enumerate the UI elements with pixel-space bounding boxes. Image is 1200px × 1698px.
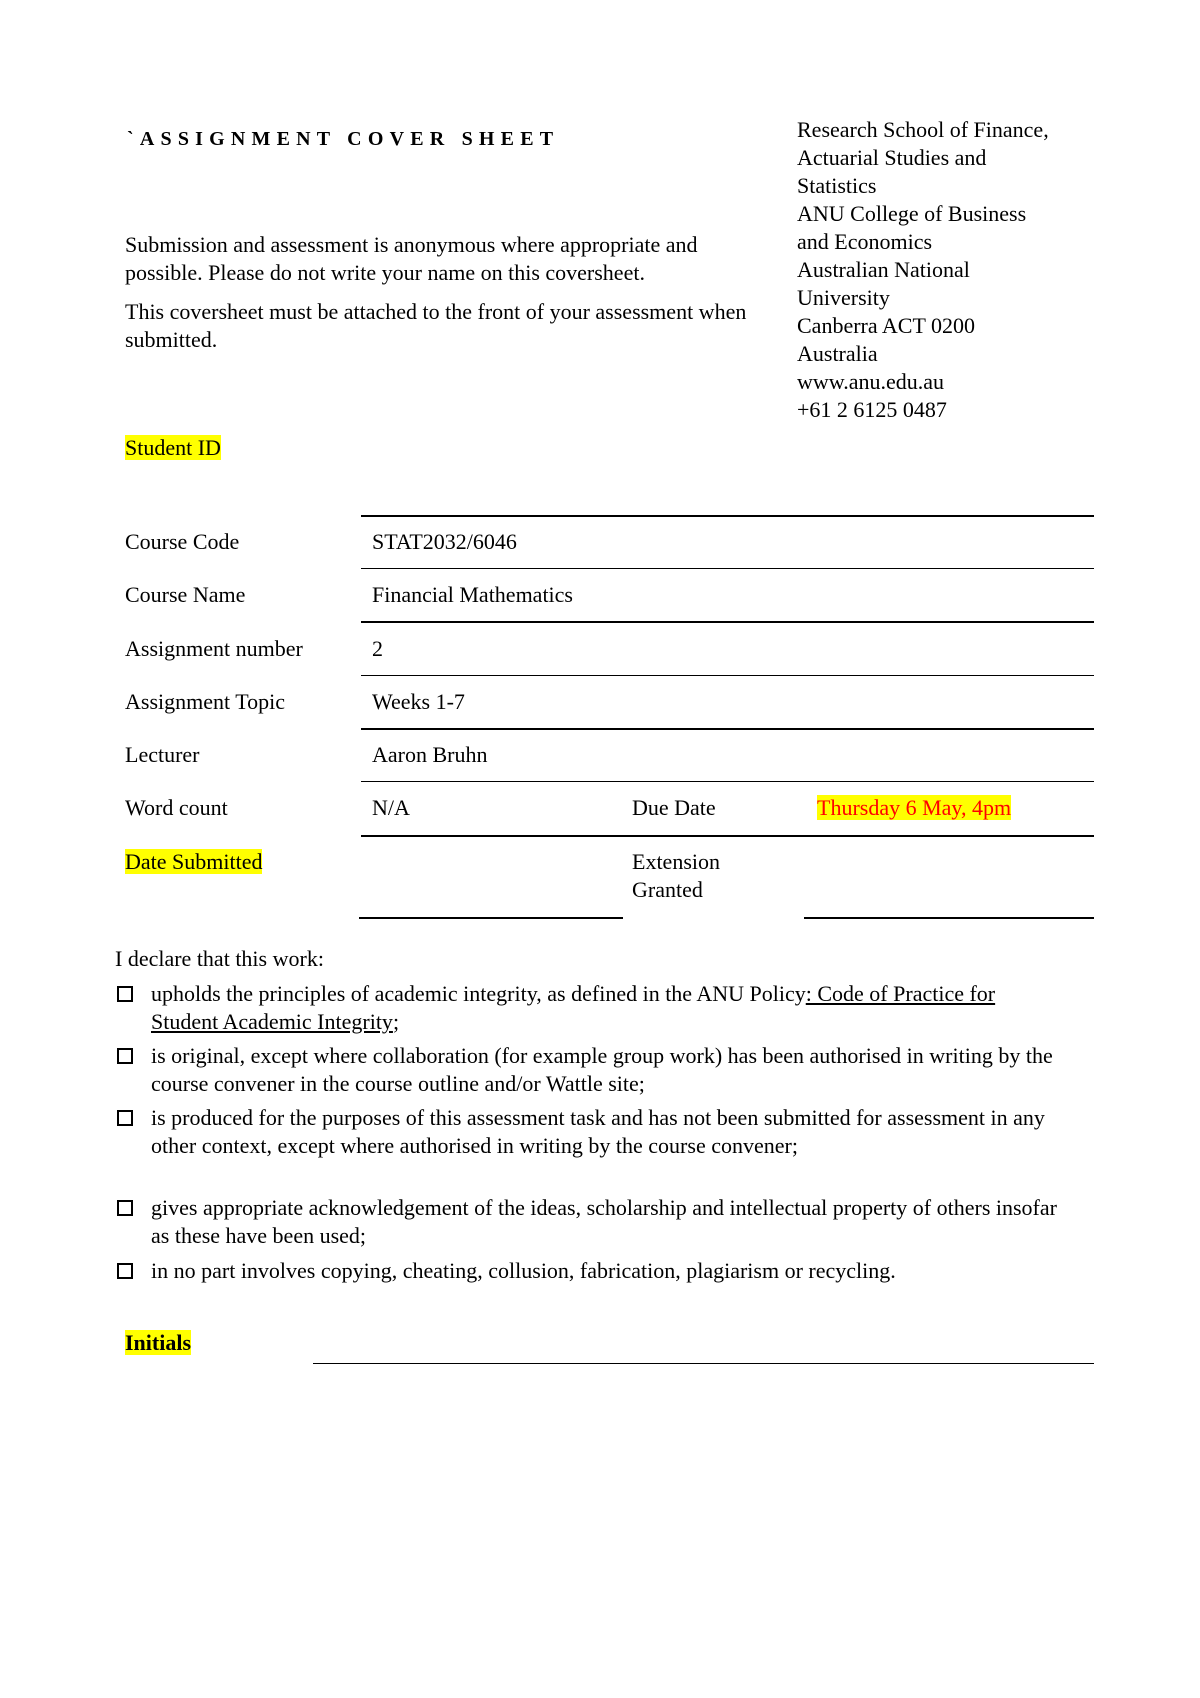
address-line: Actuarial Studies and xyxy=(797,145,987,170)
declaration-intro: I declare that this work: xyxy=(115,946,324,971)
address-line: Canberra ACT 0200 xyxy=(797,313,976,338)
extension-label-line: Extension xyxy=(632,849,720,874)
row-rule xyxy=(361,781,1094,782)
row-rule xyxy=(361,621,1094,623)
initials-label: Initials xyxy=(125,1330,192,1355)
row-rule xyxy=(361,568,1094,569)
assignment-topic-label: Assignment Topic xyxy=(125,689,285,714)
row-rule xyxy=(361,835,1094,837)
course-code-label: Course Code xyxy=(125,529,240,554)
student-id-label-text: Student ID xyxy=(125,435,221,460)
initials-label-wrap xyxy=(125,1329,191,1357)
course-code-value: STAT2032/6046 xyxy=(372,529,517,554)
declaration-item xyxy=(117,1257,1057,1285)
address-line: www.anu.edu.au xyxy=(797,369,945,394)
extension-granted-line[interactable] xyxy=(804,917,1094,919)
declaration-item xyxy=(117,1104,1057,1160)
table-top-rule xyxy=(361,515,1094,517)
lecturer-value: Aaron Bruhn xyxy=(372,742,488,767)
row-rule xyxy=(361,728,1094,730)
extension-granted-label xyxy=(632,848,720,904)
word-count-value: N/A xyxy=(372,795,410,820)
address-line: Statistics xyxy=(797,173,877,198)
checkbox-icon[interactable] xyxy=(117,1263,133,1279)
address-line: Australia xyxy=(797,341,878,366)
page-title: `ASSIGNMENT COVER SHEET xyxy=(127,128,560,150)
course-name-label: Course Name xyxy=(125,582,246,607)
extension-label-line: Granted xyxy=(632,877,703,902)
date-submitted-line[interactable] xyxy=(359,917,623,919)
address-line: ANU College of Business xyxy=(797,201,1027,226)
word-count-label: Word count xyxy=(125,795,228,820)
checkbox-icon[interactable] xyxy=(117,1200,133,1216)
academic-integrity-policy-link[interactable]: : Code of Practice for Student Academic Integrity xyxy=(151,981,996,1034)
declaration-item-text: is original, except where collaboration (for example group work) has been authorised in writing by the course convener in the course outline and/or Wattle site; xyxy=(151,1043,1053,1096)
due-date-label: Due Date xyxy=(632,795,716,820)
declaration-item-text: in no part involves copying, cheating, collusion, fabrication, plagiarism or recycling. xyxy=(151,1258,896,1283)
address-line: University xyxy=(797,285,890,310)
initials-line[interactable] xyxy=(313,1363,1094,1364)
date-submitted-label-wrap xyxy=(125,848,262,876)
due-date-value: Thursday 6 May, 4pm xyxy=(817,795,1012,820)
assignment-number-label: Assignment number xyxy=(125,636,303,661)
declaration-item-text: gives appropriate acknowledgement of the ideas, scholarship and intellectual property of others insofar as these have been used; xyxy=(151,1195,1057,1248)
checkbox-icon[interactable] xyxy=(117,1110,133,1126)
declaration-item-text: is produced for the purposes of this assessment task and has not been submitted for assessment in any other context, except where authorised in writing by the course convener; xyxy=(151,1105,1045,1158)
declaration-item xyxy=(117,1042,1057,1098)
address-line: +61 2 6125 0487 xyxy=(797,397,947,422)
intro-anonymity-note: Submission and assessment is anonymous where appropriate and possible. Please do not write your name on this coversheet. xyxy=(125,232,698,285)
declaration-item-text xyxy=(151,980,1057,1036)
declaration-item-1-end: ; xyxy=(392,1009,400,1034)
row-rule xyxy=(361,675,1094,676)
student-id-label xyxy=(125,434,221,462)
declaration-item-1-text: upholds the principles of academic integrity, as defined in the ANU Policy xyxy=(151,981,806,1006)
address-line: Australian National xyxy=(797,257,970,282)
address-line: Research School of Finance, xyxy=(797,117,1049,142)
date-submitted-label: Date Submitted xyxy=(125,849,263,874)
assignment-topic-value: Weeks 1-7 xyxy=(372,689,465,714)
lecturer-label: Lecturer xyxy=(125,742,200,767)
course-name-value: Financial Mathematics xyxy=(372,582,573,607)
assignment-number-value: 2 xyxy=(372,636,383,661)
intro-attach-note: This coversheet must be attached to the front of your assessment when submitted. xyxy=(125,299,747,352)
school-address xyxy=(797,116,1097,424)
declaration-item xyxy=(117,1194,1057,1250)
declaration-item xyxy=(117,980,1057,1036)
checkbox-icon[interactable] xyxy=(117,1048,133,1064)
checkbox-icon[interactable] xyxy=(117,986,133,1002)
due-date-value-wrap xyxy=(817,794,1011,822)
address-line: and Economics xyxy=(797,229,933,254)
